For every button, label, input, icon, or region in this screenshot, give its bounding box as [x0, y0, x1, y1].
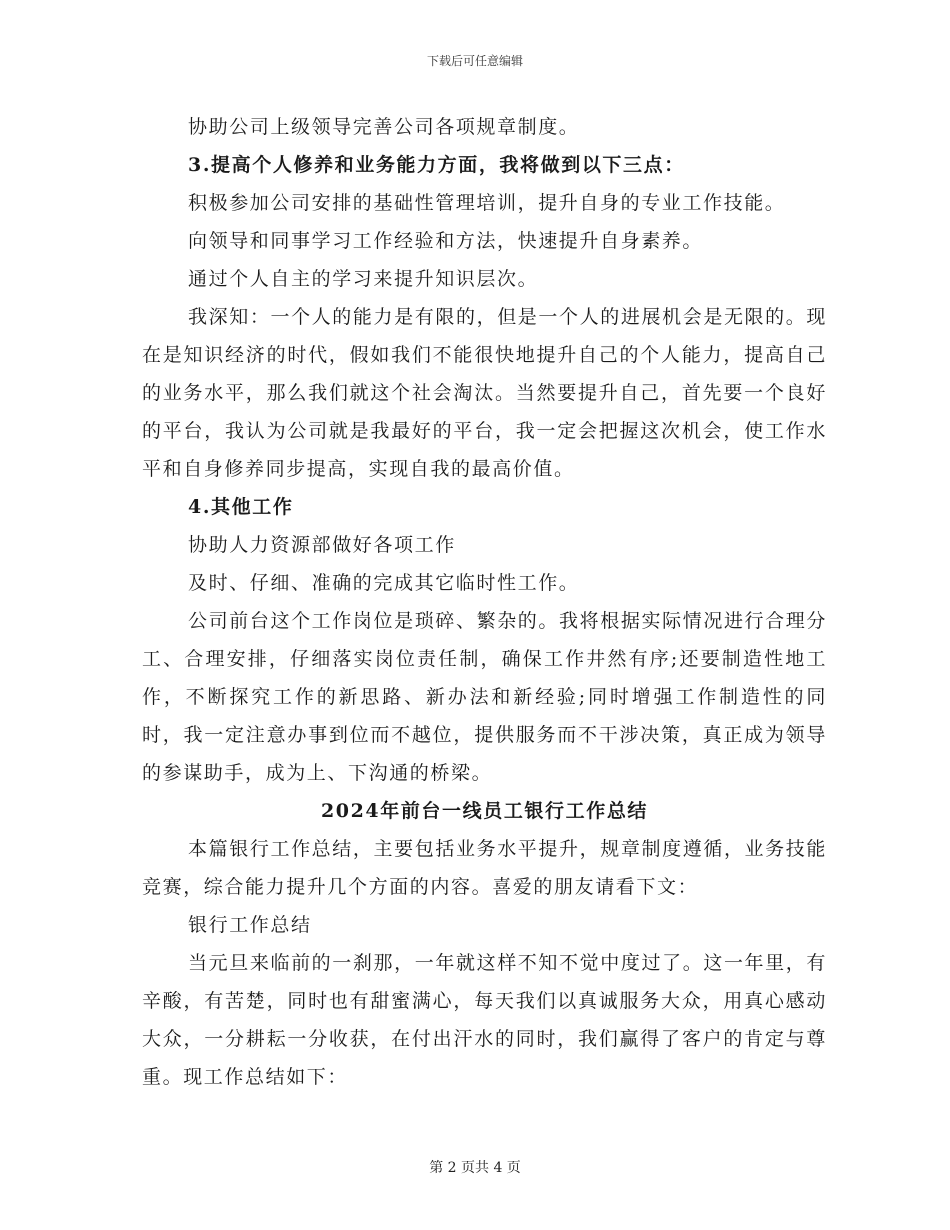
- page-header: 下载后可任意编辑: [426, 54, 523, 68]
- article-title: 2024年前台一线员工银行工作总结: [320, 800, 649, 822]
- paragraph: 协助人力资源部做好各项工作: [188, 534, 456, 556]
- paragraph: 公司前台这个工作岗位是琐碎、繁杂的。我将根据实际情况进行合理分工、合理安排，仔细落实岗位责任制，确保工作井然有序;还要制造性地工作，不断探究工作的新思路、新办法和新经验;同时增强工作制造性的同时，我一定注意办事到位而不越位，提供服务而不干涉决策，真正成为领导的参谋助手，成为上、下沟通的桥梁。: [142, 610, 827, 784]
- paragraph: 向领导和同事学习工作经验和方法，快速提升自身素养。: [188, 230, 704, 252]
- paragraph: 通过个人自主的学习来提升知识层次。: [188, 268, 539, 290]
- paragraph: 积极参加公司安排的基础性管理培训，提升自身的专业工作技能。: [188, 192, 786, 214]
- document-body: [142, 108, 827, 1096]
- paragraph: 银行工作总结: [188, 914, 312, 936]
- paragraph: 及时、仔细、准确的完成其它临时性工作。: [188, 572, 580, 594]
- page-footer: 第 2 页共 4 页: [429, 1160, 521, 1176]
- paragraph: 本篇银行工作总结，主要包括业务水平提升，规章制度遵循，业务技能竞赛，综合能力提升几个方面的内容。喜爱的朋友请看下文：: [142, 838, 827, 898]
- paragraph: 当元旦来临前的一刹那，一年就这样不知不觉中度过了。这一年里，有辛酸，有苦楚，同时也有甜蜜满心，每天我们以真诚服务大众，用真心感动大众，一分耕耘一分收获，在付出汗水的同时，我们赢得了客户的肯定与尊重。现工作总结如下：: [142, 952, 827, 1088]
- paragraph: 协助公司上级领导完善公司各项规章制度。: [188, 116, 580, 138]
- section-heading: 3.提高个人修养和业务能力方面，我将做到以下三点：: [188, 154, 685, 176]
- section-heading: 4.其他工作: [188, 496, 294, 518]
- paragraph: 我深知：一个人的能力是有限的，但是一个人的进展机会是无限的。现在是知识经济的时代，假如我们不能很快地提升自己的个人能力，提高自己的业务水平，那么我们就这个社会淘汰。当然要提升自己，首先要一个良好的平台，我认为公司就是我最好的平台，我一定会把握这次机会，使工作水平和自身修养同步提高，实现自我的最高价值。: [142, 306, 827, 480]
